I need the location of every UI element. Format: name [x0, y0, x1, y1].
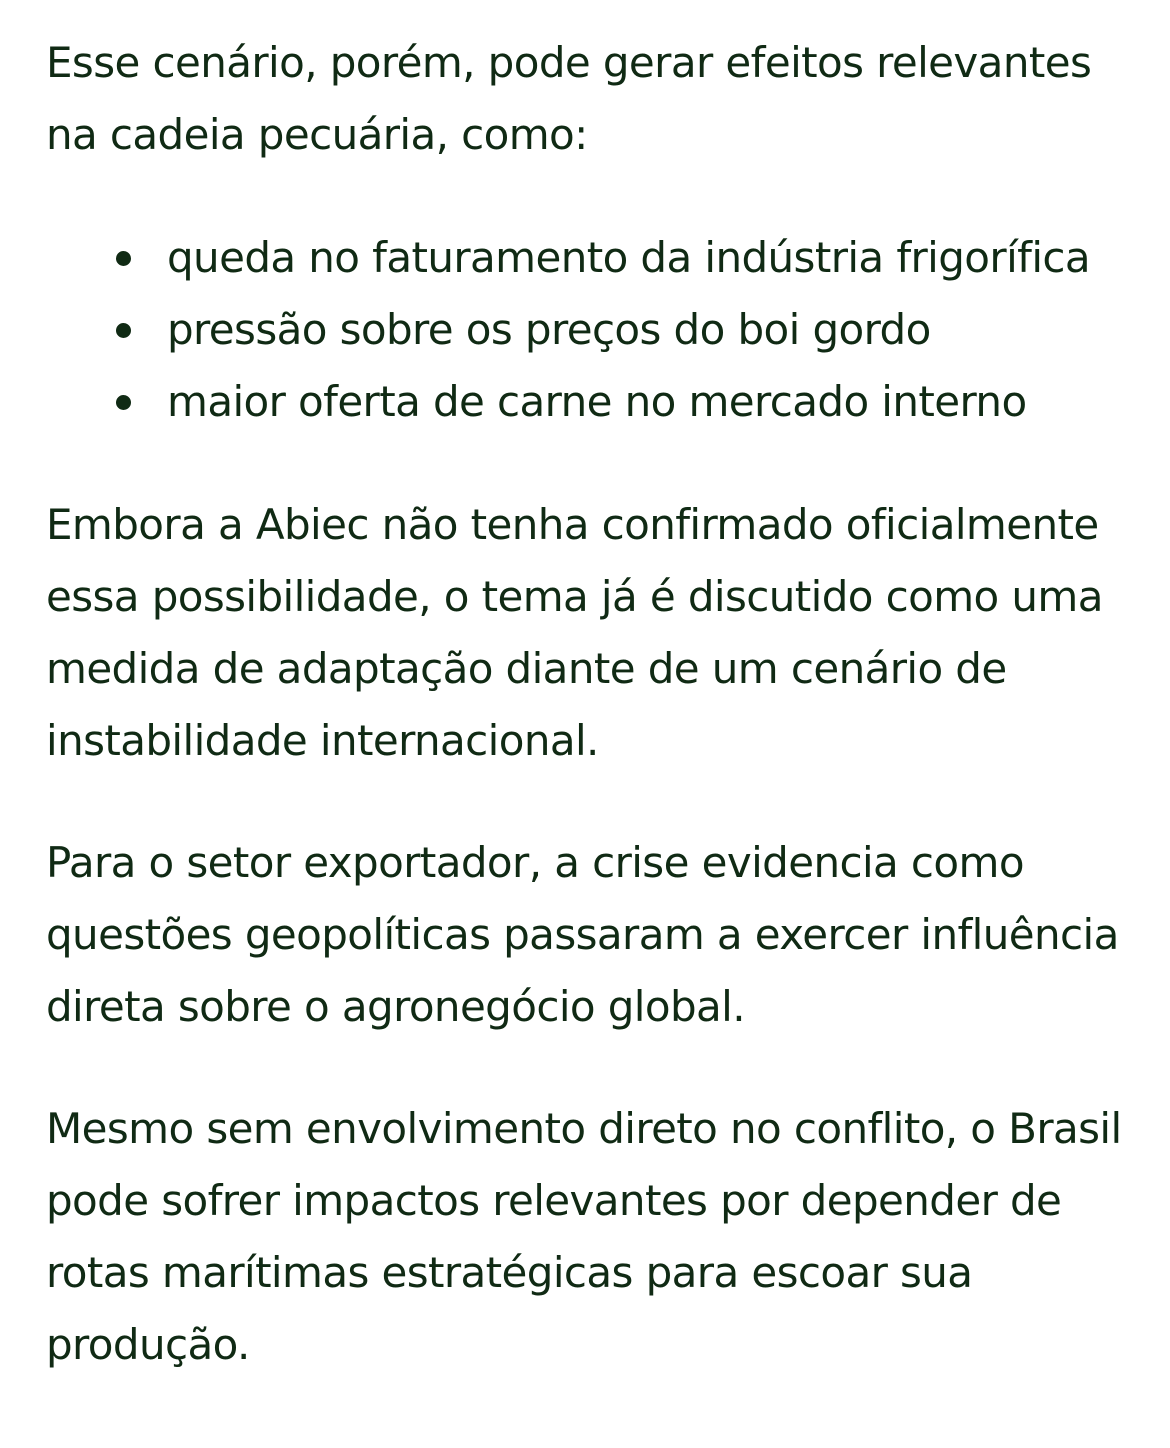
list-item: [46, 222, 1126, 294]
list-item: [46, 294, 1126, 366]
effects-list: [46, 222, 1126, 438]
list-item-text: pressão sobre os preços do boi gordo: [167, 305, 931, 354]
list-item-text: queda no faturamento da indústria frigorífica: [167, 233, 1091, 282]
paragraph-exporter-sector: Para o setor exportador, a crise evidencia como questões geopolíticas passaram a exercer influência direta sobre o agronegócio global.: [46, 838, 1119, 1031]
paragraph-brazil-impacts: Mesmo sem envolvimento direto no conflito, o Brasil pode sofrer impactos relevantes por depender de rotas marítimas estratégicas para escoar sua produção.: [46, 1104, 1122, 1369]
paragraph-abiec: Embora a Abiec não tenha confirmado oficialmente essa possibilidade, o tema já é discutido como uma medida de adaptação diante de um cenário de instabilidade internacional.: [46, 500, 1103, 765]
bullet-icon: [116, 395, 131, 410]
bullet-icon: [116, 323, 131, 338]
bullet-icon: [116, 251, 131, 266]
list-item-text: maior oferta de carne no mercado interno: [167, 377, 1027, 426]
intro-paragraph: Esse cenário, porém, pode gerar efeitos relevantes na cadeia pecuária, como:: [46, 38, 1092, 159]
list-item: [46, 366, 1126, 438]
article-body: [46, 27, 1126, 1381]
